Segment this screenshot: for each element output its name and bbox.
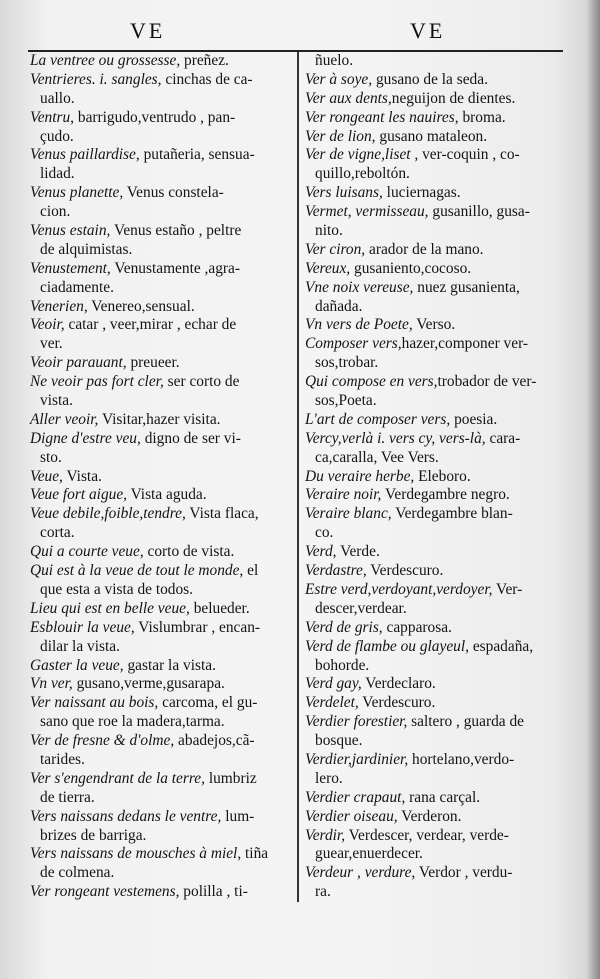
spanish-definition: que esta a vista de todos.	[40, 580, 194, 598]
dictionary-line	[30, 411, 292, 430]
french-term: Venus planette,	[30, 184, 124, 202]
french-term: Veue debile,foible,tendre,	[30, 505, 186, 523]
dictionary-line	[30, 354, 292, 373]
spanish-definition: Venus estaño , peltre	[110, 222, 242, 240]
spanish-definition: sos,trobar.	[315, 354, 379, 372]
french-term: Veue fort aigue,	[30, 486, 128, 504]
dictionary-line	[305, 864, 567, 883]
spanish-definition: gastar la vista.	[123, 656, 216, 674]
french-term: Ver ciron,	[305, 240, 366, 258]
french-term: Ver à soye,	[305, 70, 373, 88]
column-divider	[297, 52, 299, 902]
spanish-definition: putañeria, sensua-	[139, 146, 255, 164]
spanish-definition: lumbriz	[204, 769, 257, 787]
spanish-definition: ra.	[315, 883, 331, 901]
spanish-definition: ñuelo.	[315, 52, 354, 69]
french-term: Verdelet,	[305, 694, 359, 712]
spanish-definition: Verdegambre negro.	[381, 486, 510, 504]
dictionary-line	[305, 279, 567, 298]
french-term: Ver rongeant les nauires,	[305, 108, 459, 126]
french-term: Verdier oiseau,	[305, 807, 398, 825]
dictionary-line	[305, 109, 567, 128]
spanish-definition: belueder.	[189, 599, 250, 617]
french-term: Verdier,jardinier,	[305, 750, 409, 768]
dictionary-line	[30, 203, 292, 222]
spanish-definition: co.	[315, 524, 334, 542]
spanish-definition: Verdeclaro.	[361, 675, 436, 693]
spanish-definition: bohorde.	[315, 656, 370, 674]
dictionary-line	[305, 619, 567, 638]
dictionary-line	[305, 713, 567, 732]
dictionary-line	[305, 203, 567, 222]
spanish-definition: cion.	[40, 203, 71, 221]
spanish-definition: de colmena.	[40, 864, 115, 882]
dictionary-line	[30, 524, 292, 543]
french-term: Verdeur , verdure,	[305, 864, 416, 882]
dictionary-line	[30, 90, 292, 109]
dictionary-line	[30, 430, 292, 449]
dictionary-line	[305, 543, 567, 562]
dictionary-line	[30, 543, 292, 562]
dictionary-line	[30, 71, 292, 90]
spanish-definition: gusanillo, gusa-	[428, 203, 530, 221]
french-term: Gaster la veue,	[30, 656, 124, 674]
spanish-definition: dañada.	[315, 297, 363, 315]
dictionary-line	[305, 845, 567, 864]
dictionary-line	[305, 71, 567, 90]
french-term: Venus paillardise,	[30, 146, 140, 164]
dictionary-line	[305, 694, 567, 713]
spanish-definition: poesia.	[450, 410, 498, 428]
spanish-definition: lum-	[221, 807, 255, 825]
spanish-definition: cinchas de ca-	[161, 70, 253, 88]
spanish-definition: gusano de la seda.	[372, 70, 488, 88]
french-term: Du veraire herbe,	[305, 467, 415, 485]
spanish-definition: Vislumbrar , encan-	[134, 618, 261, 636]
french-term: Verdier forestier,	[305, 713, 408, 731]
french-term: Vers naissans dedans le ventre,	[30, 807, 222, 825]
french-term: Ventrieres. i. sangles,	[30, 70, 162, 88]
dictionary-line	[30, 562, 292, 581]
dictionary-line	[30, 52, 292, 71]
dictionary-line	[305, 316, 567, 335]
dictionary-line	[30, 165, 292, 184]
french-term: Ver aux dents,	[305, 89, 392, 107]
spanish-definition: sto.	[40, 448, 62, 466]
spanish-definition: ca,caralla, Vee Vers.	[315, 448, 439, 466]
spanish-definition: nuez gusanienta,	[413, 278, 520, 296]
dictionary-line	[305, 808, 567, 827]
spanish-definition: digno de ser vi-	[140, 429, 241, 447]
spanish-definition: abadejos,cã-	[174, 732, 255, 750]
spanish-definition: bosque.	[315, 732, 363, 750]
spanish-definition: trobador de ver-	[437, 373, 537, 391]
dictionary-line	[30, 222, 292, 241]
french-term: Qui est à la veue de tout le monde,	[30, 562, 244, 580]
spanish-definition: ver.	[40, 335, 63, 353]
dictionary-line	[30, 468, 292, 487]
french-term: Verdir,	[305, 826, 346, 844]
dictionary-line	[30, 694, 292, 713]
french-term: Verdier crapaut,	[305, 788, 406, 806]
dictionary-line	[30, 864, 292, 883]
spanish-definition: saltero , guarda de	[407, 713, 524, 731]
dictionary-line	[30, 298, 292, 317]
spanish-definition: ciadamente.	[40, 278, 114, 296]
spanish-definition: sano que roe la madera,tarma.	[40, 713, 225, 731]
dictionary-line	[30, 883, 292, 902]
french-term: Estre verd,verdoyant,verdoyer,	[305, 580, 493, 598]
dictionary-line	[30, 486, 292, 505]
running-head	[0, 18, 600, 48]
spanish-definition: espadaña,	[468, 637, 534, 655]
dictionary-line	[305, 373, 567, 392]
dictionary-line	[30, 241, 292, 260]
left-column	[30, 52, 292, 902]
spanish-definition: Vista.	[62, 467, 102, 485]
spanish-definition: çudo.	[40, 127, 74, 145]
dictionary-line	[305, 732, 567, 751]
dictionary-line	[30, 808, 292, 827]
spanish-definition: Visitar,hazer visita.	[98, 410, 221, 428]
spanish-definition: Verdescer, verdear, verde-	[345, 826, 509, 844]
french-term: Ver naissant au bois,	[30, 694, 159, 712]
dictionary-line	[305, 486, 567, 505]
spanish-definition: Verdor , verdu-	[415, 864, 513, 882]
dictionary-line	[30, 109, 292, 128]
spanish-definition: Verso.	[412, 316, 456, 334]
spanish-definition: quillo,reboltón.	[315, 165, 410, 183]
spanish-definition: Venustamente ,agra-	[110, 259, 240, 277]
dictionary-line	[305, 751, 567, 770]
spanish-definition: brizes de barriga.	[40, 826, 147, 844]
dictionary-line	[305, 505, 567, 524]
dictionary-line	[30, 770, 292, 789]
french-term: Ver s'engendrant de la terre,	[30, 769, 205, 787]
dictionary-line	[30, 392, 292, 411]
french-term: Lieu qui est en belle veue,	[30, 599, 190, 617]
dictionary-line	[30, 279, 292, 298]
spanish-definition: barrigudo,ventrudo , pan-	[74, 108, 236, 126]
spanish-definition: rana carçal.	[405, 788, 481, 806]
dictionary-line	[30, 751, 292, 770]
french-term: Ver rongeant vestemens,	[30, 883, 180, 901]
dictionary-line	[305, 638, 567, 657]
dictionary-line	[305, 90, 567, 109]
spanish-definition: Eleboro.	[414, 467, 471, 485]
dictionary-line	[305, 883, 567, 902]
french-term: Vercy,verlà i. vers cy, vers-là,	[305, 429, 486, 447]
spanish-definition: descer,verdear.	[315, 599, 407, 617]
spanish-definition: Venereo,sensual.	[87, 297, 195, 315]
spanish-definition: guear,enuerdecer.	[315, 845, 423, 863]
french-term: Veraire blanc,	[305, 505, 392, 523]
running-head-left: VE	[130, 18, 166, 43]
french-term: Veraire noir,	[305, 486, 382, 504]
dictionary-line	[305, 392, 567, 411]
spanish-definition: neguijon de dientes.	[391, 89, 516, 107]
french-term: Aller veoir,	[30, 410, 99, 428]
french-term: Composer vers,	[305, 335, 402, 353]
page-edge-shadow	[586, 0, 600, 979]
dictionary-line	[305, 449, 567, 468]
dictionary-line	[30, 335, 292, 354]
dictionary-line	[30, 619, 292, 638]
spanish-definition: sos,Poeta.	[315, 392, 377, 410]
french-term: Vers naissans de mousches à miel,	[30, 845, 242, 863]
spanish-definition: de tierra.	[40, 788, 95, 806]
spanish-definition: Verdescuro.	[366, 562, 444, 580]
french-term: Vne noix vereuse,	[305, 278, 414, 296]
spanish-definition: Vista aguda.	[127, 486, 207, 504]
spanish-definition: preñez.	[180, 52, 229, 69]
dictionary-line	[30, 449, 292, 468]
french-term: Verd gay,	[305, 675, 362, 693]
french-term: Vers luisans,	[305, 184, 383, 202]
french-term: Verdastre,	[305, 562, 367, 580]
spanish-definition: uallo.	[40, 89, 75, 107]
spanish-definition: dilar la vista.	[40, 637, 120, 655]
spanish-definition: arador de la mano.	[365, 240, 484, 258]
dictionary-line	[30, 827, 292, 846]
french-term: Venus estain,	[30, 222, 111, 240]
french-term: Veoir parauant,	[30, 354, 127, 372]
spanish-definition: Vista flaca,	[185, 505, 259, 523]
dictionary-line	[30, 638, 292, 657]
french-term: L'art de composer vers,	[305, 410, 451, 428]
spanish-definition: preueer.	[126, 354, 180, 372]
dictionary-line	[30, 657, 292, 676]
french-term: Veoir,	[30, 316, 65, 334]
spanish-definition: capparosa.	[382, 618, 452, 636]
spanish-definition: polilla , ti-	[179, 883, 248, 901]
spanish-definition: nito.	[315, 222, 343, 240]
dictionary-line	[305, 165, 567, 184]
spanish-definition: Ver-	[492, 580, 523, 598]
dictionary-line	[30, 316, 292, 335]
french-term: Digne d'estre veu,	[30, 429, 141, 447]
spanish-definition: gusano mataleon.	[375, 127, 488, 145]
dictionary-line	[305, 657, 567, 676]
dictionary-line	[30, 675, 292, 694]
dictionary-line	[30, 845, 292, 864]
right-column	[305, 52, 567, 902]
dictionary-line	[305, 128, 567, 147]
dictionary-line	[305, 260, 567, 279]
french-term: Ver de fresne & d'olme,	[30, 732, 175, 750]
spanish-definition: lero.	[315, 769, 343, 787]
dictionary-line	[305, 298, 567, 317]
dictionary-line	[30, 732, 292, 751]
spanish-definition: ver-coquin , co-	[418, 146, 520, 164]
dictionary-line	[30, 713, 292, 732]
spanish-definition: luciernagas.	[382, 184, 461, 202]
dictionary-line	[305, 222, 567, 241]
french-term: Verd,	[305, 543, 337, 561]
dictionary-line	[30, 146, 292, 165]
dictionary-line	[30, 505, 292, 524]
dictionary-line	[305, 770, 567, 789]
dictionary-line	[305, 675, 567, 694]
spanish-definition: corto de vista.	[143, 543, 235, 561]
french-term: Venustement,	[30, 259, 111, 277]
spanish-definition: de alquimistas.	[40, 240, 133, 258]
spanish-definition: lidad.	[40, 165, 75, 183]
dictionary-line	[30, 373, 292, 392]
french-term: Qui a courte veue,	[30, 543, 144, 561]
french-term: Veue,	[30, 467, 63, 485]
spanish-definition: hazer,componer ver-	[401, 335, 529, 353]
spanish-definition: catar , veer,mirar , echar de	[64, 316, 237, 334]
dictionary-line	[305, 52, 567, 71]
dictionary-line	[30, 581, 292, 600]
spanish-definition: broma.	[458, 108, 506, 126]
french-term: Ne veoir pas fort cler,	[30, 373, 164, 391]
spanish-definition: gusaniento,cocoso.	[350, 259, 472, 277]
dictionary-line	[305, 827, 567, 846]
dictionary-line	[305, 411, 567, 430]
spanish-definition: Verdescuro.	[358, 694, 436, 712]
spanish-definition: vista.	[40, 392, 73, 410]
spanish-definition: el	[243, 562, 259, 580]
dictionary-line	[30, 260, 292, 279]
french-term: Vn vers de Poete,	[305, 316, 413, 334]
spanish-definition: gusano,verme,gusarapa.	[72, 675, 225, 693]
dictionary-line	[305, 241, 567, 260]
spanish-definition: ser corto de	[163, 373, 240, 391]
dictionary-line	[305, 524, 567, 543]
french-term: Verd de flambe ou glayeul,	[305, 637, 469, 655]
spanish-definition: hortelano,verdo-	[408, 750, 515, 768]
french-term: Ver de lion,	[305, 127, 376, 145]
dictionary-line	[30, 789, 292, 808]
french-term: Qui compose en vers,	[305, 373, 438, 391]
dictionary-line	[30, 600, 292, 619]
dictionary-line	[305, 468, 567, 487]
dictionary-line	[305, 600, 567, 619]
dictionary-line	[305, 430, 567, 449]
french-term: Vereux,	[305, 259, 351, 277]
dictionary-line	[305, 335, 567, 354]
spanish-definition: tarides.	[40, 750, 85, 768]
spanish-definition: Verdegambre blan-	[391, 505, 513, 523]
dictionary-line	[30, 128, 292, 147]
dictionary-line	[305, 581, 567, 600]
dictionary-line	[305, 789, 567, 808]
spanish-definition: cara-	[485, 429, 521, 447]
dictionary-line	[305, 562, 567, 581]
french-term: Venerien,	[30, 297, 88, 315]
french-term: Esblouir la veue,	[30, 618, 135, 636]
french-term: Vermet, vermisseau,	[305, 203, 429, 221]
dictionary-line	[305, 184, 567, 203]
french-term: Ventru,	[30, 108, 75, 126]
spanish-definition: Verde.	[336, 543, 380, 561]
french-term: La ventree ou grossesse,	[30, 52, 181, 69]
spanish-definition: Verderon.	[397, 807, 462, 825]
running-head-right: VE	[410, 18, 446, 43]
french-term: Vn ver,	[30, 675, 73, 693]
spanish-definition: carcoma, el gu-	[158, 694, 258, 712]
dictionary-line	[30, 184, 292, 203]
spanish-definition: corta.	[40, 524, 75, 542]
french-term: Verd de gris,	[305, 618, 383, 636]
spanish-definition: tiña	[241, 845, 269, 863]
dictionary-line	[305, 354, 567, 373]
dictionary-line	[305, 146, 567, 165]
french-term: Ver de vigne,liset ,	[305, 146, 419, 164]
spanish-definition: Venus constela-	[123, 184, 224, 202]
